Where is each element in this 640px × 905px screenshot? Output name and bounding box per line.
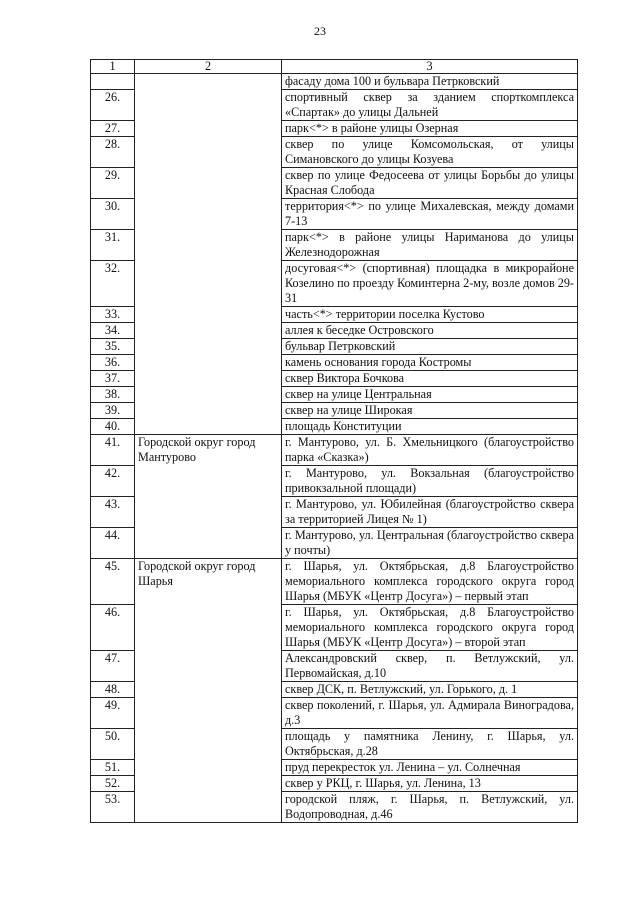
row-description: г. Мантурово, ул. Б. Хмельницкого (благоустройство парка «Сказка») bbox=[282, 435, 578, 466]
row-number: 52. bbox=[91, 776, 135, 792]
row-number: 41. bbox=[91, 435, 135, 466]
row-description: спортивный сквер за зданием спорткомплекса «Спартак» до улицы Дальней bbox=[282, 90, 578, 121]
row-number bbox=[91, 74, 135, 90]
row-number: 34. bbox=[91, 323, 135, 339]
region-cell-manturovo: Городской округ город Мантурово bbox=[135, 435, 282, 559]
row-number: 33. bbox=[91, 307, 135, 323]
table-row bbox=[91, 74, 578, 90]
row-description: сквер поколений, г. Шарья, ул. Адмирала Виноградова, д.3 bbox=[282, 698, 578, 729]
region-cell-sharya: Городской округ город Шарья bbox=[135, 559, 282, 823]
row-description: камень основания города Костромы bbox=[282, 355, 578, 371]
row-number: 50. bbox=[91, 729, 135, 760]
row-description: территория<*> по улице Михалевская, между домами 7-13 bbox=[282, 199, 578, 230]
row-number: 30. bbox=[91, 199, 135, 230]
row-number: 45. bbox=[91, 559, 135, 605]
row-number: 46. bbox=[91, 605, 135, 651]
row-description: г. Мантурово, ул. Вокзальная (благоустройство привокзальной площади) bbox=[282, 466, 578, 497]
row-number: 44. bbox=[91, 528, 135, 559]
row-number: 40. bbox=[91, 419, 135, 435]
row-number: 48. bbox=[91, 682, 135, 698]
row-number: 47. bbox=[91, 651, 135, 682]
row-number: 31. bbox=[91, 230, 135, 261]
row-description: часть<*> территории поселка Кустово bbox=[282, 307, 578, 323]
row-number: 53. bbox=[91, 792, 135, 823]
row-description: г. Шарья, ул. Октябрьская, д.8 Благоустройство мемориального комплекса городского округа город Шарья (МБУК «Центр Досуга») – первый этап bbox=[282, 559, 578, 605]
row-number: 43. bbox=[91, 497, 135, 528]
row-description: парк<*> в районе улицы Нариманова до улицы Железнодорожная bbox=[282, 230, 578, 261]
table-row bbox=[91, 559, 578, 605]
row-description: пруд перекресток ул. Ленина – ул. Солнечная bbox=[282, 760, 578, 776]
row-number: 27. bbox=[91, 121, 135, 137]
row-number: 26. bbox=[91, 90, 135, 121]
row-description: г. Шарья, ул. Октябрьская, д.8 Благоустройство мемориального комплекса городского округа город Шарья (МБУК «Центр Досуга») – второй этап bbox=[282, 605, 578, 651]
row-description: городской пляж, г. Шарья, п. Ветлужский, ул. Водопроводная, д.46 bbox=[282, 792, 578, 823]
row-description: аллея к беседке Островского bbox=[282, 323, 578, 339]
row-number: 36. bbox=[91, 355, 135, 371]
page-number: 23 bbox=[314, 24, 326, 38]
row-description: бульвар Петрковский bbox=[282, 339, 578, 355]
row-number: 38. bbox=[91, 387, 135, 403]
row-description: фасаду дома 100 и бульвара Петрковский bbox=[282, 74, 578, 90]
row-description: парк<*> в районе улицы Озерная bbox=[282, 121, 578, 137]
row-description: сквер на улице Широкая bbox=[282, 403, 578, 419]
row-number: 49. bbox=[91, 698, 135, 729]
header-cell-1: 1 bbox=[91, 60, 135, 74]
region-cell-continued bbox=[135, 74, 282, 435]
row-description: г. Мантурово, ул. Центральная (благоустройство сквера у почты) bbox=[282, 528, 578, 559]
row-description: сквер по улице Федосеева от улицы Борьбы до улицы Красная Слобода bbox=[282, 168, 578, 199]
row-description: сквер у РКЦ, г. Шарья, ул. Ленина, 13 bbox=[282, 776, 578, 792]
table-row bbox=[91, 435, 578, 466]
row-number: 35. bbox=[91, 339, 135, 355]
row-number: 32. bbox=[91, 261, 135, 307]
row-description: сквер ДСК, п. Ветлужский, ул. Горького, д. 1 bbox=[282, 682, 578, 698]
row-number: 29. bbox=[91, 168, 135, 199]
table-header-row bbox=[91, 60, 578, 74]
row-number: 42. bbox=[91, 466, 135, 497]
row-number: 37. bbox=[91, 371, 135, 387]
row-description: г. Мантурово, ул. Юбилейная (благоустройство сквера за территорией Лицея № 1) bbox=[282, 497, 578, 528]
objects-table bbox=[90, 59, 578, 823]
row-number: 39. bbox=[91, 403, 135, 419]
row-description: Александровский сквер, п. Ветлужский, ул. Первомайская, д.10 bbox=[282, 651, 578, 682]
row-description: сквер по улице Комсомольская, от улицы Симановского до улицы Козуева bbox=[282, 137, 578, 168]
header-cell-2: 2 bbox=[135, 60, 282, 74]
row-description: досуговая<*> (спортивная) площадка в микрорайоне Козелино по проезду Коминтерна 2-му, возле домов 29-31 bbox=[282, 261, 578, 307]
header-cell-3: 3 bbox=[282, 60, 578, 74]
row-description: сквер на улице Центральная bbox=[282, 387, 578, 403]
row-number: 28. bbox=[91, 137, 135, 168]
row-description: площадь у памятника Ленину, г. Шарья, ул. Октябрьская, д.28 bbox=[282, 729, 578, 760]
row-number: 51. bbox=[91, 760, 135, 776]
row-description: площадь Конституции bbox=[282, 419, 578, 435]
row-description: сквер Виктора Бочкова bbox=[282, 371, 578, 387]
